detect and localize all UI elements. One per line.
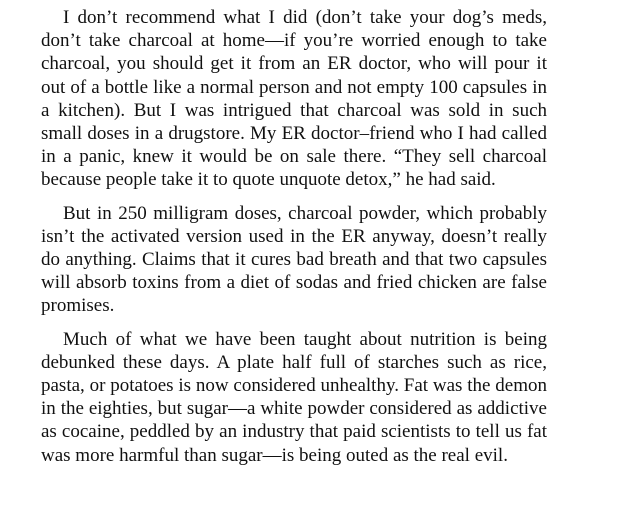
paragraph-1: I don’t recommend what I did (don’t take your dog’s meds, don’t take charcoal at home—if you’re worried enough to take charcoal, you should get it from an ER doctor, who will pour it out of a bottle like a normal person and not empty 100 capsules in a kitchen). But I was intrigued that charcoal was sold in such small doses in a drugstore. My ER doctor–friend who I had called in a panic, knew it would be on sale there. “They sell charcoal because people take it to quote unquote detox,” he had said. xyxy=(41,7,547,191)
paragraph-3: Much of what we have been taught about nutrition is being debunked these days. A plate half full of starches such as rice, pasta, or potatoes is now considered unhealthy. Fat was the demon in the eighties, but sugar—a white powder considered as addictive as cocaine, peddled by an industry that paid scientists to tell us fat was more harmful than sugar—is being outed as the real evil. xyxy=(41,328,547,466)
document-page xyxy=(41,6,547,467)
paragraph-2: But in 250 milligram doses, charcoal powder, which probably isn’t the activated version used in the ER anyway, doesn’t really do anything. Claims that it cures bad breath and that two capsules will absorb toxins from a diet of sodas and fried chicken are false promises. xyxy=(41,202,547,317)
